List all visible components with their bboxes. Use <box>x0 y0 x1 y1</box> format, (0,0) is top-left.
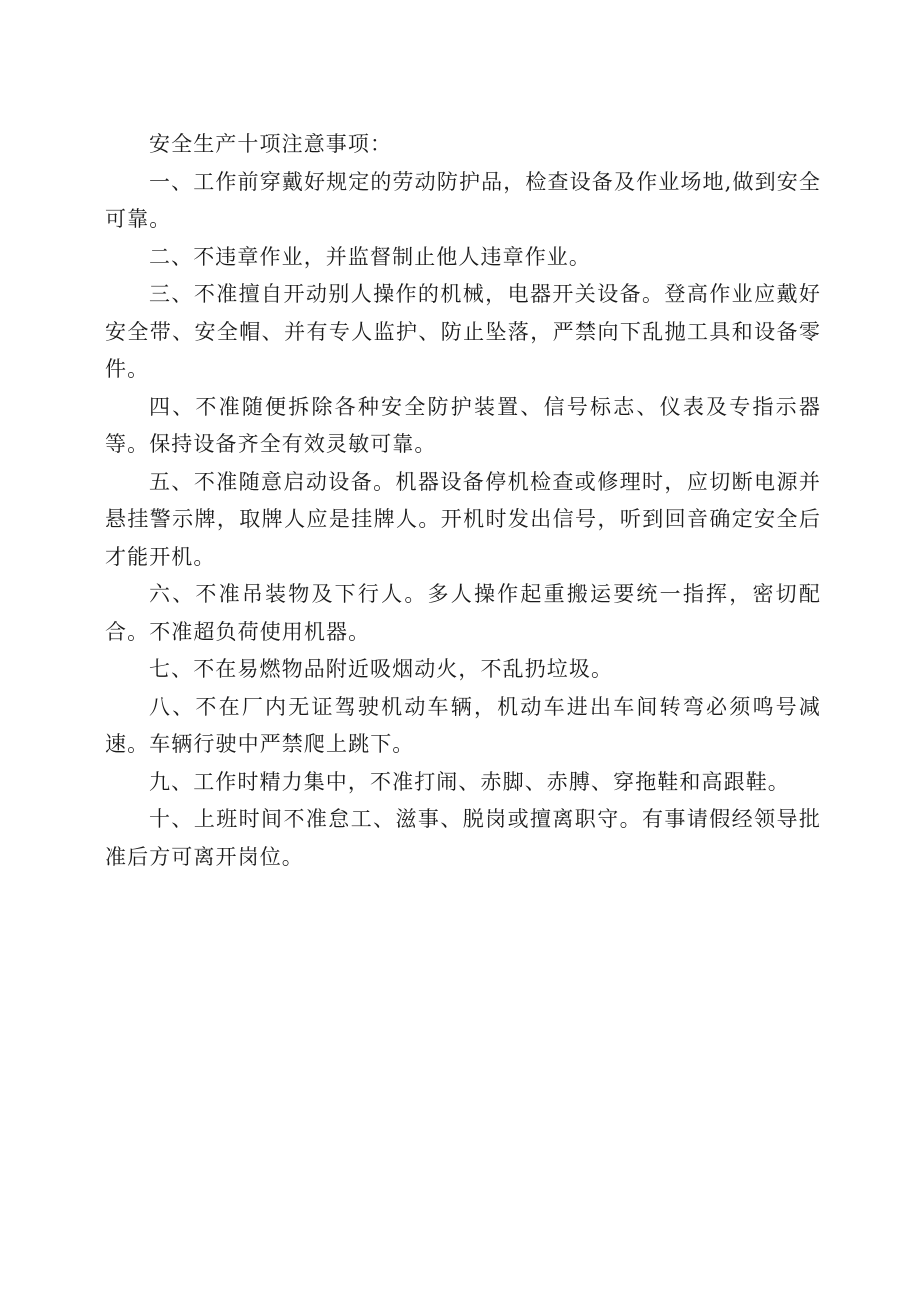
document-heading: 安全生产十项注意事项： <box>149 132 393 156</box>
rule-item-4: 四、不准随便拆除各种安全防护装置、信号标志、仪表及专指示器等。保持设备齐全有效灵敏可靠。 <box>105 394 821 456</box>
rule-item-9: 九、工作时精力集中，不准打闹、赤脚、赤膊、穿拖鞋和高跟鞋。 <box>149 769 790 794</box>
rule-item-3: 三、不准擅自开动别人操作的机械，电器开关设备。登高作业应戴好安全带、安全帽、并有专人监护、防止坠落，严禁向下乱抛工具和设备零件。 <box>105 282 821 381</box>
rule-item-7: 七、不在易燃物品附近吸烟动火，不乱扔垃圾。 <box>149 657 614 681</box>
document-body <box>105 126 821 876</box>
rule-item-2: 二、不违章作业，并监督制止他人违章作业。 <box>149 244 591 269</box>
rule-item-8: 八、不在厂内无证驾驶机动车辆，机动车进出车间转弯必须鸣号减速。车辆行驶中严禁爬上跳下。 <box>105 694 821 756</box>
rule-item-1: 一、工作前穿戴好规定的劳动防护品，检查设备及作业场地,做到安全可靠。 <box>105 169 821 231</box>
rule-item-10: 十、上班时间不准怠工、滋事、脱岗或擅离职守。有事请假经领导批准后方可离开岗位。 <box>105 807 821 869</box>
rule-item-6: 六、不准吊装物及下行人。多人操作起重搬运要统一指挥，密切配合。不准超负荷使用机器。 <box>105 582 821 644</box>
rule-item-5: 五、不准随意启动设备。机器设备停机检查或修理时，应切断电源并悬挂警示牌，取牌人应是挂牌人。开机时发出信号，听到回音确定安全后才能开机。 <box>105 469 821 569</box>
